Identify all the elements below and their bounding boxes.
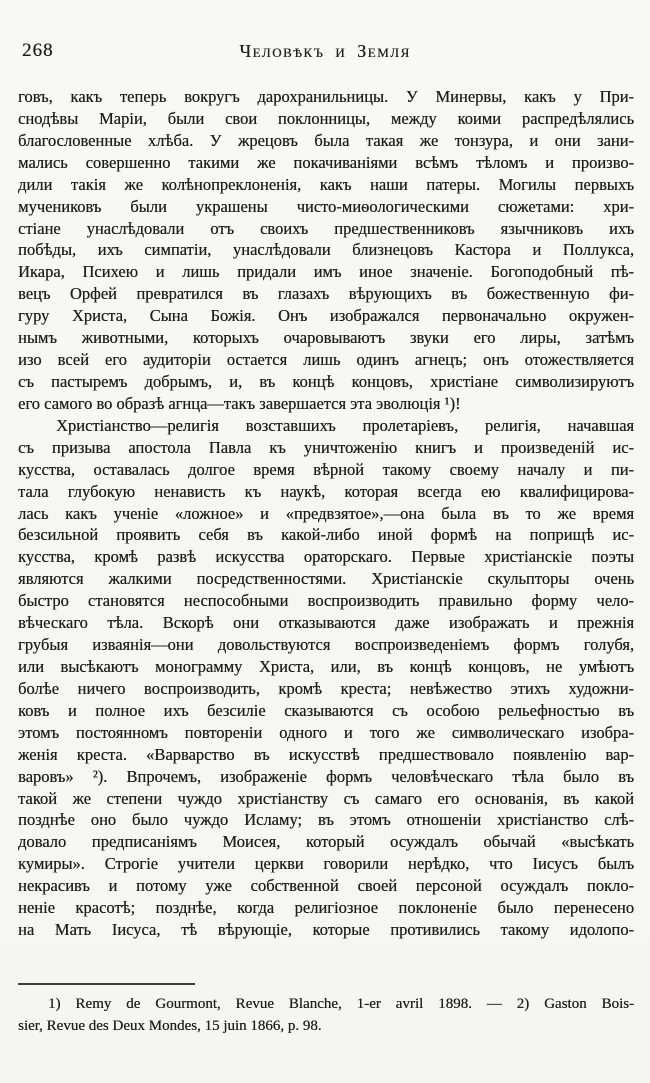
footnote-divider (18, 983, 195, 985)
text-line: стіане унаслѣдовали отъ своихъ предшественниковъ язычниковъ ихъ (18, 218, 634, 238)
text-line: вѣческаго тѣла. Вскорѣ они отказываются даже изображать и прежнія (18, 613, 634, 633)
footnotes (18, 993, 634, 1037)
text-line: ковъ и полное ихъ безсиліе сказываются съ особою рельефностью въ (18, 700, 634, 720)
text-line: благословенные хлѣба. У жрецовъ была такая же тонзура, и они зани- (18, 130, 634, 150)
text-line: женія креста. «Варварство въ искусствѣ предшествовало появленію вар- (18, 744, 634, 764)
footnote-line: 1) Remy de Gourmont, Revue Blanche, 1-er avril 1898. — 2) Gaston Bois- (48, 996, 634, 1012)
text-line: его самого во образѣ агнца—такъ завершается эта эволюція ¹)! (18, 393, 461, 413)
text-line: мучениковъ были украшены чисто-миѳологическими сюжетами: хри- (18, 196, 634, 216)
text-line: позднѣе оно было чуждо Исламу; въ этомъ отношеніи христіанство слѣ- (18, 810, 634, 830)
text-line: съ призыва апостола Павла къ уничтоженію книгъ и произведеній ис- (18, 437, 634, 457)
text-line: некрасивъ и потому уже собственной своей персоной осуждалъ покло- (18, 876, 634, 896)
text-line: кумиры». Строгіе учители церкви говорили нерѣдко, что Іисусъ былъ (18, 854, 634, 874)
text-line: этомъ постоянномъ повтореніи одного и того же символическаго изобра- (18, 722, 634, 742)
text-line: кусства, оставалась долгое время вѣрной такому своему началу и пи- (18, 459, 634, 479)
text-line: снодѣвы Маріи, были свои поклонницы, между коими распредѣлялись (18, 108, 634, 128)
text-line: вецъ Орфей превратился въ глазахъ вѣрующихъ въ божественную фи- (18, 284, 634, 304)
text-line: варовъ» ²). Впрочемъ, изображеніе формъ человѣческаго тѣла было въ (18, 766, 634, 786)
text-line: побѣды, ихъ симпатіи, унаслѣдовали близнецовъ Кастора и Поллукса, (18, 240, 634, 260)
text-line: такой же степени чуждо христіанству съ самаго его основанія, въ какой (18, 788, 634, 808)
text-line: кусства, кромѣ развѣ искусства ораторскаго. Первые христіанскіе поэты (18, 547, 634, 567)
text-line: изо всей его аудиторіи остается лишь одинъ агнецъ; онъ отожествляется (18, 350, 634, 370)
page-number: 268 (22, 40, 54, 61)
text-line: или высѣкаютъ монограмму Христа, или, въ концѣ концовъ, не умѣютъ (18, 656, 634, 676)
text-line: Христіанство—религія возставшихъ пролетаріевъ, религія, начавшая (56, 415, 634, 435)
text-line: мались совершенно такими же покачиваніями всѣмъ тѣломъ и произво- (18, 152, 634, 172)
text-line: на Мать Іисуса, тѣ вѣрующіе, которые противились такому идолопо- (18, 920, 634, 940)
text-line: довало предписаніямъ Моисея, который осуждалъ обычай «высѣкать (18, 832, 634, 852)
footnote-line: sier, Revue des Deux Mondes, 15 juin 1866, p. 98. (18, 1018, 322, 1034)
text-line: быстро становятся неспособными воспроизводить правильно форму чело- (18, 591, 634, 611)
text-line: грубыя изваянія—они довольствуются воспроизведеніемъ формъ голубя, (18, 635, 634, 655)
text-line: неніе красотѣ; позднѣе, когда религіозное поклоненіе было перенесено (18, 898, 634, 918)
text-line: дили такія же колѣнопреклоненія, какъ наши патеры. Могилы первыхъ (18, 174, 634, 194)
running-title: Человѣкъ и Земля (239, 41, 411, 61)
text-line: нымъ животными, которыхъ очаровываютъ звуки его лиры, затѣмъ (18, 328, 634, 348)
body-text (18, 86, 634, 941)
text-line: съ пастыремъ добрымъ, и, въ концѣ концовъ, христіане символизируютъ (18, 371, 634, 391)
text-line: гуру Христа, Сына Божія. Онъ изображался первоначально окружен- (18, 306, 634, 326)
text-line: тала глубокую ненависть къ наукѣ, которая всегда ею квалифицирова- (18, 481, 634, 501)
text-line: лась какъ ученіе «ложное» и «предвзятое»,—она была въ то же время (18, 503, 634, 523)
text-line: Икара, Психею и лишь придали имъ иное значеніе. Богоподобный пѣ- (18, 262, 634, 282)
text-line: являются жалкими посредственностями. Христіанскіе скульпторы очень (18, 569, 634, 589)
text-line: говъ, какъ теперь вокругъ дарохранильницы. У Минервы, какъ у При- (18, 87, 634, 106)
text-line: безсильной проявить себя въ какой-либо иной формѣ на поприщѣ ис- (18, 525, 634, 545)
text-line: болѣе ничего воспроизводить, кромѣ креста; невѣжество этихъ художни- (18, 678, 634, 698)
